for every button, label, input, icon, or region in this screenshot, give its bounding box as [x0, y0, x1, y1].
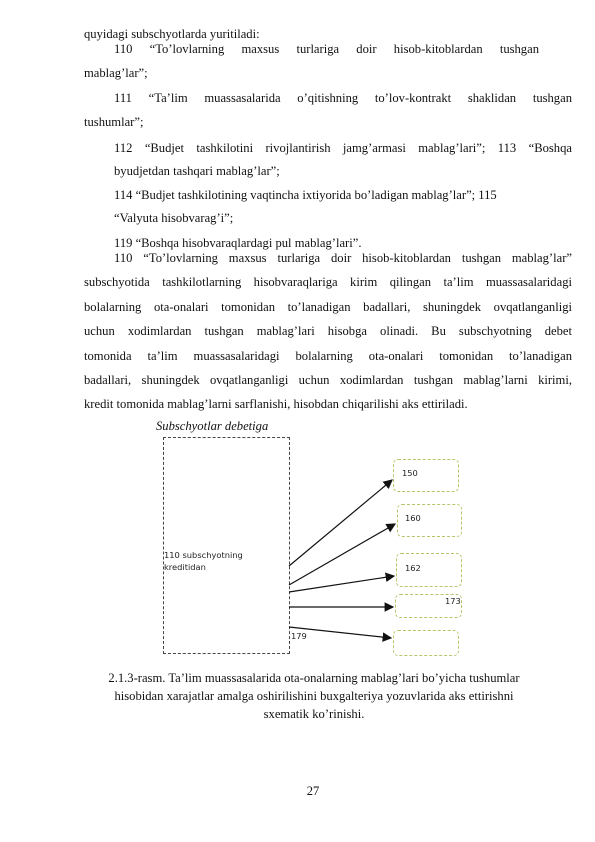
arrow-to-179: [289, 627, 391, 638]
target-label-160: 160: [405, 513, 421, 523]
figure-caption-line1: 2.1.3-rasm. Ta’lim muassasalarida ota-onalarning mablag’lari bo’yicha tushumlar: [108, 671, 520, 685]
text-line: 111 “Ta’lim muassasalarida o’qitishning to’lov-kontrakt shaklidan tushgan: [114, 91, 572, 105]
paragraph-line: badallari, shuningdek ovqatlanganligi uchun xodimlardan tushgan mablag’larni kirimi,: [84, 373, 572, 387]
arrow-to-150: [289, 480, 392, 566]
paragraph-line: uchun xodimlardan tushgan mablag’lari hisobga olinadi. Bu subschyotning debet: [84, 324, 572, 338]
paragraph-line: 110 “To’lovlarning maxsus turlariga doir hisob-kitoblardan tushgan mablag’lar”: [114, 251, 572, 265]
text-line: byudjetdan tashqari mablag’lar”;: [114, 164, 280, 178]
text-line: tushumlar”;: [84, 115, 144, 129]
text-line: “Valyuta hisobvarag’i”;: [114, 211, 234, 225]
page-number: 27: [306, 784, 320, 798]
target-label-173: 173: [445, 596, 461, 606]
diagram-title: Subschyotlar debetiga: [156, 419, 269, 433]
target-label-150: 150: [402, 468, 418, 478]
paragraph-line: tomonida ta’lim muassasalaridagi bolalarning ota-onalari tomonidan to’lanadigan: [84, 349, 572, 363]
source-label-line1: 110 subschyotning: [164, 550, 243, 560]
source-label-line2: kreditidan: [164, 562, 206, 572]
text-line: 119 “Boshqa hisobvaraqlardagi pul mablag’lari”.: [114, 236, 362, 250]
text-line: 112 “Budjet tashkilotini rivojlantirish jamg’armasi mablag’lari”; 113 “Boshqa: [114, 141, 572, 155]
text-line: quyidagi subschyotlarda yuritiladi:: [84, 27, 260, 41]
paragraph-line: bolalarning ota-onalari tomonidan to’lanadigan badallari, shuningdek ovqatlanganligi: [84, 300, 572, 314]
arrow-to-162: [289, 576, 394, 592]
text-line: mablag’lar”;: [84, 66, 148, 80]
figure-caption-line2: hisobidan xarajatlar amalga oshirilishini buxgalteriya yozuvlarida aks ettirishni: [114, 689, 514, 703]
text-line: 114 “Budjet tashkilotining vaqtincha ixtiyorida bo’ladigan mablag’lar”; 115: [114, 188, 497, 202]
paragraph-line: kredit tomonida mablag’larni sarflanishi, hisobdan chiqarilishi aks ettiriladi.: [84, 397, 468, 411]
target-label-162: 162: [405, 563, 421, 573]
text-line: 110 “To’lovlarning maxsus turlariga doir hisob-kitoblardan tushgan: [114, 42, 539, 56]
arrow-label-179: 179: [291, 631, 307, 641]
paragraph-line: subschyotida tashkilotlarning hisobvaraqlariga kirim qilingan ta’lim muassasalaridagi: [84, 275, 572, 289]
arrow-to-160: [289, 524, 395, 585]
figure-caption-line3: sxematik ko’rinishi.: [263, 707, 365, 721]
